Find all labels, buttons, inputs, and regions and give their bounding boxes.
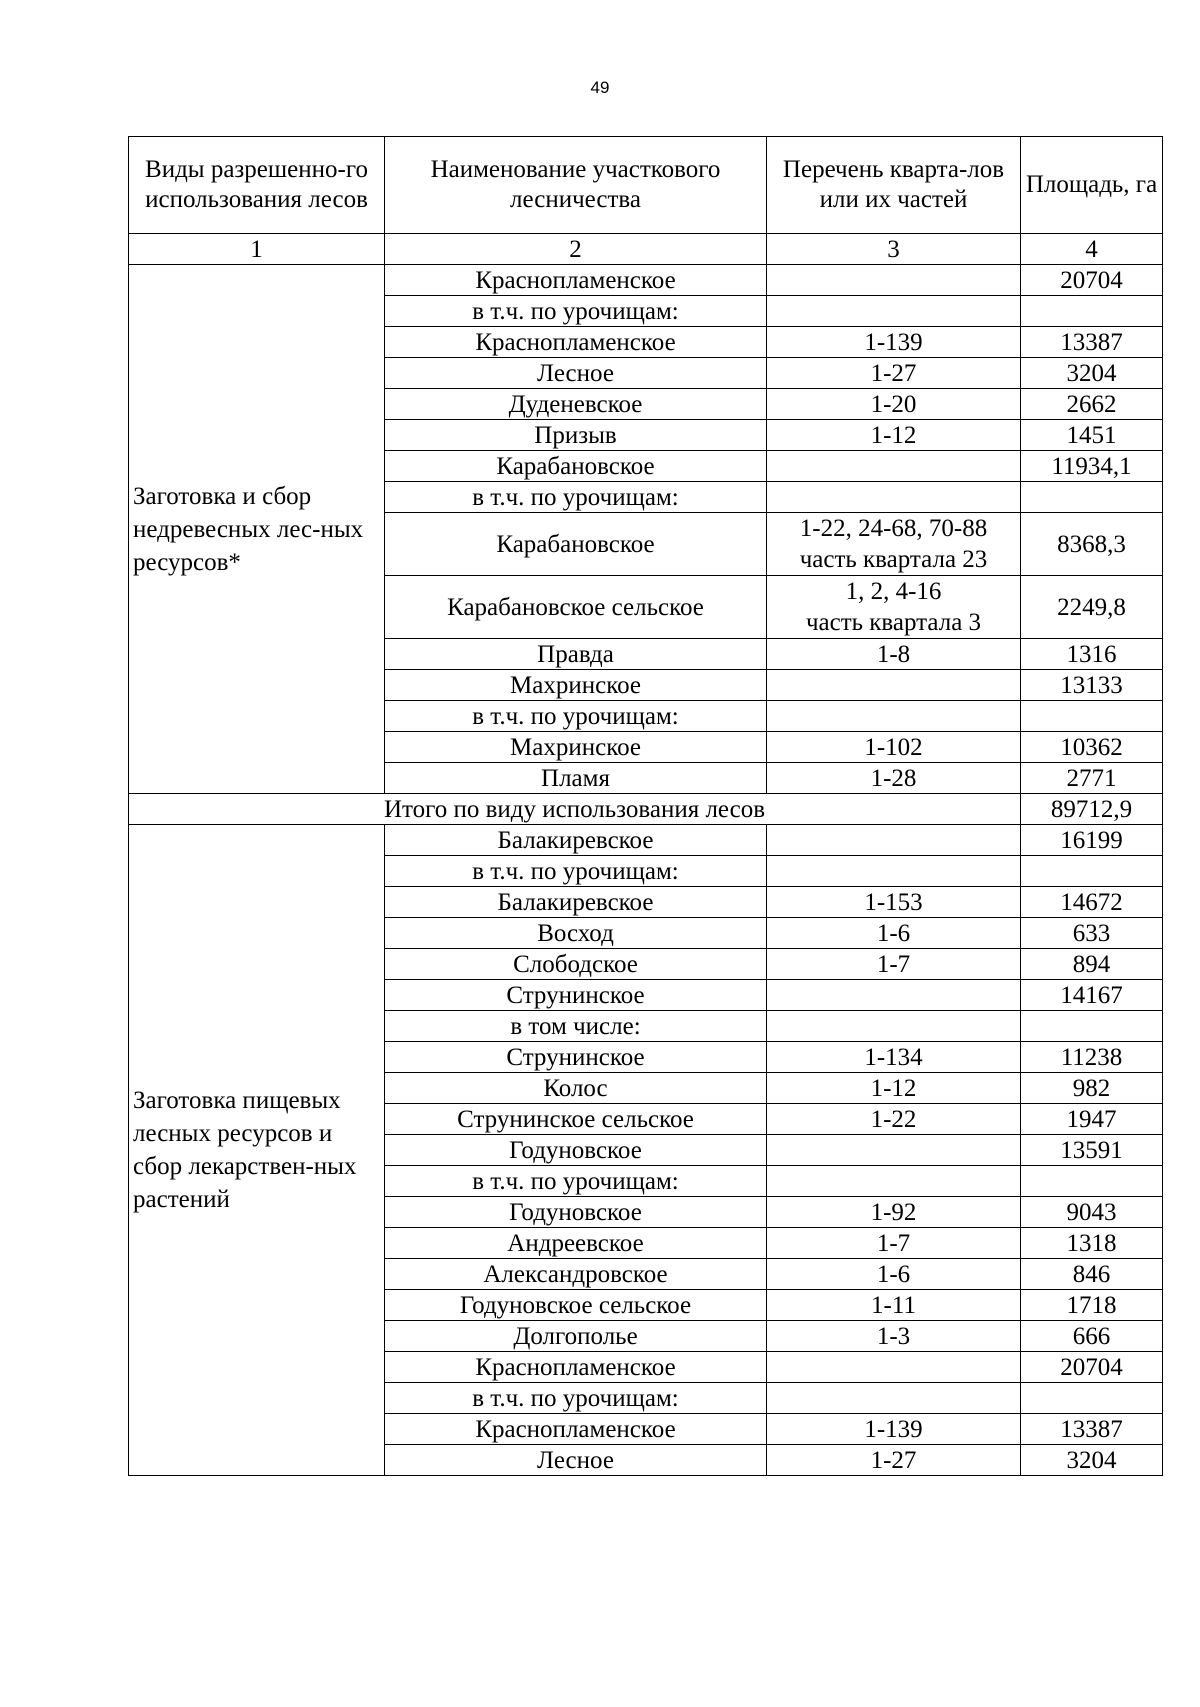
column-number: 2 xyxy=(385,234,767,265)
forestry-name-cell: Лесное xyxy=(385,358,767,389)
area-cell: 14672 xyxy=(1021,887,1163,918)
forestry-name-cell: Слободское xyxy=(385,949,767,980)
forestry-name-cell: Махринское xyxy=(385,732,767,763)
area-cell: 846 xyxy=(1021,1259,1163,1290)
header-forestry-name: Наименование участкового лесничества xyxy=(385,137,767,234)
page-number: 49 xyxy=(590,78,610,97)
forest-use-table xyxy=(128,136,1163,1476)
forestry-name-cell: в т.ч. по урочищам: xyxy=(385,296,767,327)
quarters-cell xyxy=(767,980,1021,1011)
forestry-name-cell: в том числе: xyxy=(385,1011,767,1042)
quarters-cell xyxy=(767,1135,1021,1166)
quarters-cell: 1-3 xyxy=(767,1321,1021,1352)
forestry-name-cell: Долгополье xyxy=(385,1321,767,1352)
area-cell: 3204 xyxy=(1021,358,1163,389)
total-label: Итого по виду использования лесов xyxy=(129,794,1021,825)
area-cell: 9043 xyxy=(1021,1197,1163,1228)
area-cell xyxy=(1021,701,1163,732)
use-type-label: Заготовка пищевых лесных ресурсов и сбор лекарствен-ных растений xyxy=(133,1087,357,1213)
quarters-cell xyxy=(767,482,1021,513)
forestry-name-cell: Пламя xyxy=(385,763,767,794)
table-row xyxy=(129,265,1163,296)
total-area: 89712,9 xyxy=(1021,794,1163,825)
quarters-cell xyxy=(767,825,1021,856)
quarters-cell xyxy=(767,1011,1021,1042)
area-cell xyxy=(1021,482,1163,513)
quarters-cell: 1-139 xyxy=(767,1414,1021,1445)
use-type-cell xyxy=(129,265,385,794)
quarters-cell: 1-12 xyxy=(767,420,1021,451)
quarters-cell xyxy=(767,701,1021,732)
area-cell: 20704 xyxy=(1021,1352,1163,1383)
column-number: 3 xyxy=(767,234,1021,265)
quarters-cell: 1-11 xyxy=(767,1290,1021,1321)
forestry-name-cell: Александровское xyxy=(385,1259,767,1290)
column-number: 1 xyxy=(129,234,385,265)
header-use-type: Виды разрешенно-го использования лесов xyxy=(129,137,385,234)
forestry-name-cell: Краснопламенское xyxy=(385,1352,767,1383)
quarters-cell xyxy=(767,670,1021,701)
area-cell xyxy=(1021,296,1163,327)
quarters-cell: 1-134 xyxy=(767,1042,1021,1073)
area-cell: 8368,3 xyxy=(1021,513,1163,576)
area-cell: 13387 xyxy=(1021,1414,1163,1445)
area-cell: 666 xyxy=(1021,1321,1163,1352)
quarters-cell: 1-7 xyxy=(767,1228,1021,1259)
column-number-row xyxy=(129,234,1163,265)
quarters-cell xyxy=(767,265,1021,296)
forestry-name-cell: Краснопламенское xyxy=(385,1414,767,1445)
quarters-cell xyxy=(767,451,1021,482)
quarters-cell: 1-139 xyxy=(767,327,1021,358)
quarters-cell: 1-153 xyxy=(767,887,1021,918)
header-quarters: Перечень кварта-лов или их частей xyxy=(767,137,1021,234)
forestry-name-cell: Годуновское xyxy=(385,1135,767,1166)
area-cell: 1947 xyxy=(1021,1104,1163,1135)
area-cell: 982 xyxy=(1021,1073,1163,1104)
quarters-cell: 1-92 xyxy=(767,1197,1021,1228)
area-cell: 16199 xyxy=(1021,825,1163,856)
forestry-name-cell: в т.ч. по урочищам: xyxy=(385,1166,767,1197)
quarters-cell: 1-6 xyxy=(767,1259,1021,1290)
area-cell: 14167 xyxy=(1021,980,1163,1011)
table-row xyxy=(129,825,1163,856)
forestry-name-cell: Струнинское сельское xyxy=(385,1104,767,1135)
quarters-cell: 1-22 xyxy=(767,1104,1021,1135)
area-cell: 10362 xyxy=(1021,732,1163,763)
forestry-name-cell: Краснопламенское xyxy=(385,265,767,296)
quarters-cell xyxy=(767,296,1021,327)
forestry-name-cell: Краснопламенское xyxy=(385,327,767,358)
quarters-cell xyxy=(767,1352,1021,1383)
quarters-line: часть квартала 23 xyxy=(799,546,988,573)
quarters-cell xyxy=(767,1383,1021,1414)
area-cell xyxy=(1021,1011,1163,1042)
area-cell: 894 xyxy=(1021,949,1163,980)
area-cell: 13387 xyxy=(1021,327,1163,358)
area-cell: 1318 xyxy=(1021,1228,1163,1259)
quarters-cell: 1-7 xyxy=(767,949,1021,980)
area-cell: 13133 xyxy=(1021,670,1163,701)
quarters-line: 1, 2, 4-16 xyxy=(845,578,942,605)
quarters-line: часть квартала 3 xyxy=(805,609,982,636)
quarters-cell: 1-20 xyxy=(767,389,1021,420)
area-cell: 2771 xyxy=(1021,763,1163,794)
forestry-name-cell: Махринское xyxy=(385,670,767,701)
quarters-cell: 1-8 xyxy=(767,639,1021,670)
quarters-cell: 1-102 xyxy=(767,732,1021,763)
area-cell: 2662 xyxy=(1021,389,1163,420)
forestry-name-cell: Андреевское xyxy=(385,1228,767,1259)
forestry-name-cell: в т.ч. по урочищам: xyxy=(385,482,767,513)
forestry-name-cell: Восход xyxy=(385,918,767,949)
quarters-cell xyxy=(767,1166,1021,1197)
forestry-name-cell: Карабановское xyxy=(385,513,767,576)
area-cell xyxy=(1021,1166,1163,1197)
forestry-name-cell: в т.ч. по урочищам: xyxy=(385,1383,767,1414)
area-cell: 633 xyxy=(1021,918,1163,949)
quarters-cell: 1-12 xyxy=(767,1073,1021,1104)
quarters-cell: 1-27 xyxy=(767,358,1021,389)
area-cell: 2249,8 xyxy=(1021,576,1163,639)
total-row xyxy=(129,794,1163,825)
quarters-cell xyxy=(767,856,1021,887)
forestry-name-cell: в т.ч. по урочищам: xyxy=(385,701,767,732)
quarters-line: 1-22, 24-68, 70-88 xyxy=(799,515,988,542)
area-cell: 11238 xyxy=(1021,1042,1163,1073)
forestry-name-cell: Дуденевское xyxy=(385,389,767,420)
forestry-name-cell: Карабановское xyxy=(385,451,767,482)
forestry-name-cell: Струнинское xyxy=(385,1042,767,1073)
use-type-label: Заготовка и сбор недревесных лес-ных ресурсов* xyxy=(133,482,364,576)
column-number: 4 xyxy=(1021,234,1163,265)
area-cell: 13591 xyxy=(1021,1135,1163,1166)
quarters-cell: 1-27 xyxy=(767,1445,1021,1476)
area-cell: 3204 xyxy=(1021,1445,1163,1476)
header-row xyxy=(129,137,1163,234)
area-cell: 1316 xyxy=(1021,639,1163,670)
use-type-cell xyxy=(129,825,385,1476)
quarters-cell: 1-28 xyxy=(767,763,1021,794)
forestry-name-cell: Карабановское сельское xyxy=(385,576,767,639)
forestry-name-cell: Лесное xyxy=(385,1445,767,1476)
quarters-cell xyxy=(767,576,1021,639)
area-cell: 11934,1 xyxy=(1021,451,1163,482)
forestry-name-cell: Балакиревское xyxy=(385,825,767,856)
forestry-name-cell: Колос xyxy=(385,1073,767,1104)
forestry-name-cell: Струнинское xyxy=(385,980,767,1011)
quarters-cell: 1-6 xyxy=(767,918,1021,949)
area-cell xyxy=(1021,1383,1163,1414)
forestry-name-cell: Призыв xyxy=(385,420,767,451)
area-cell: 20704 xyxy=(1021,265,1163,296)
header-area: Площадь, га xyxy=(1021,137,1163,234)
forestry-name-cell: в т.ч. по урочищам: xyxy=(385,856,767,887)
forestry-name-cell: Годуновское xyxy=(385,1197,767,1228)
forestry-name-cell: Балакиревское xyxy=(385,887,767,918)
forestry-name-cell: Годуновское сельское xyxy=(385,1290,767,1321)
area-cell: 1451 xyxy=(1021,420,1163,451)
area-cell: 1718 xyxy=(1021,1290,1163,1321)
quarters-cell xyxy=(767,513,1021,576)
area-cell xyxy=(1021,856,1163,887)
forestry-name-cell: Правда xyxy=(385,639,767,670)
